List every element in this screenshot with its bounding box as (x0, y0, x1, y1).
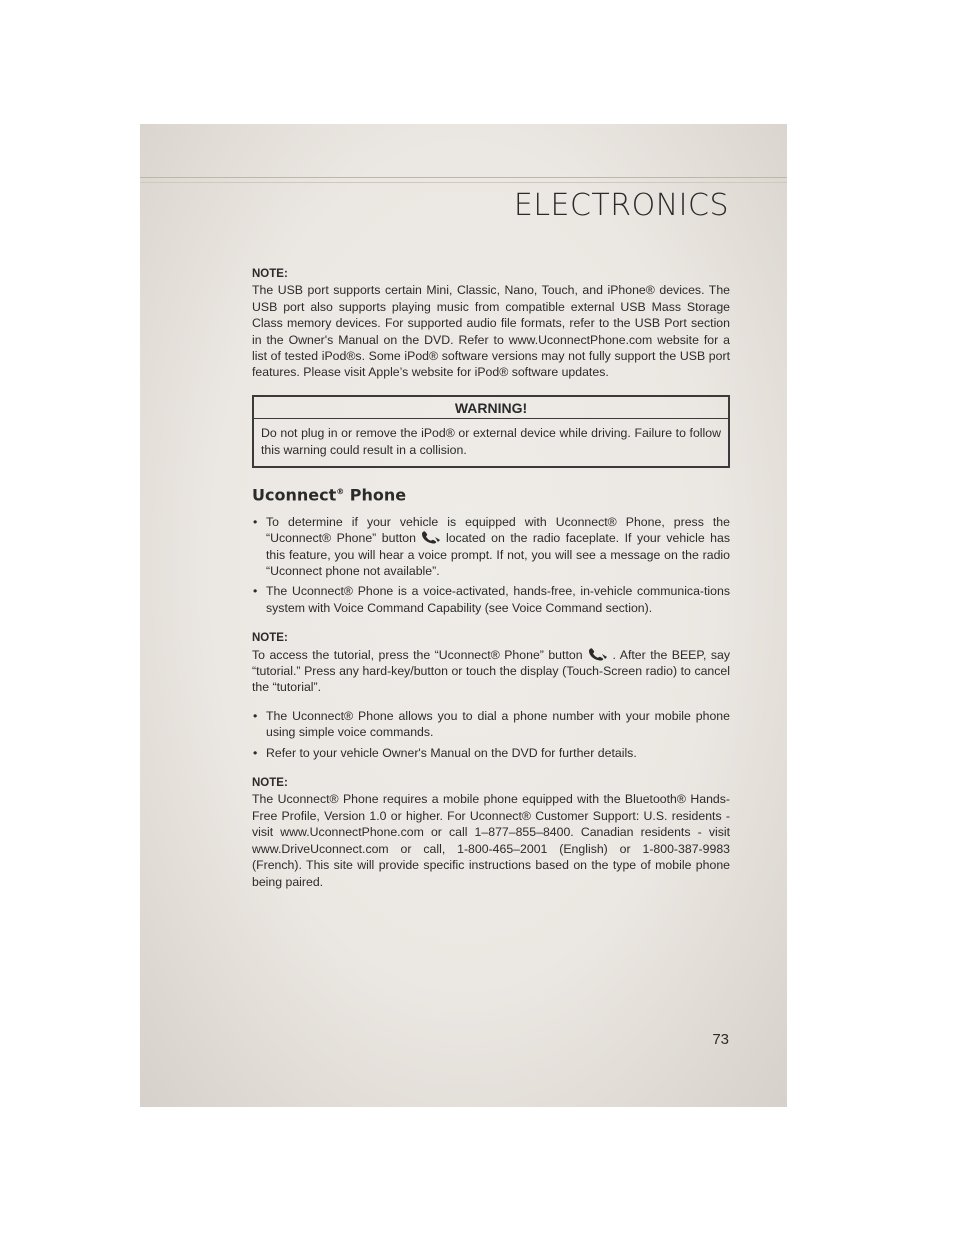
warning-text: Do not plug in or remove the iPod® or external device while driving. Failure to follow this warning could result in a collision. (261, 426, 721, 457)
phone-handset-icon (420, 530, 442, 544)
warning-box (252, 395, 730, 468)
note-text: The USB port supports certain Mini, Classic, Nano, Touch, and iPhone® devices. The USB port also supports playing music from compatible external USB Mass Storage Class memory devices. For supported audio file formats, refer to the USB Port section in the Owner's Manual on the DVD. Refer to www.UconnectPhone.com website for a list of tested iPod®s. Some iPod® software versions may not fully support the USB port features. Please visit Apple’s website for iPod® software updates. (252, 283, 730, 380)
registered-mark: ® (336, 487, 345, 497)
note-text: The Uconnect® Phone requires a mobile phone equipped with the Bluetooth® Hands-Free Profile, Version 1.0 or higher. For Uconnect® Customer Support: U.S. residents - visit www.UconnectPhone.com or call 1–877–855–8400. Canadian residents - visit www.DriveUconnect.com or call, 1-800-465–2001 (English) or 1-800-387-9983 (French). This site will provide specific instructions based on the type of mobile phone being paired. (252, 792, 730, 889)
header-rule (140, 177, 787, 178)
bullet-list (252, 708, 730, 761)
header-rule-secondary (140, 182, 787, 183)
note-label: NOTE: (252, 268, 288, 280)
warning-title: WARNING! (254, 397, 728, 419)
note-label: NOTE: (252, 777, 288, 790)
phone-handset-icon (587, 647, 609, 661)
list-item: • The Uconnect® Phone allows you to dial a phone number with your mobile phone using simple voice commands. (252, 708, 730, 741)
page-number: 73 (712, 1031, 729, 1048)
note-label: NOTE: (252, 632, 288, 645)
list-item: • The Uconnect® Phone is a voice-activated, hands-free, in-vehicle communica-tions system with Voice Command Capability (see Voice Command section). (252, 583, 730, 616)
list-item: • Refer to your vehicle Owner's Manual on the DVD for further details. (252, 745, 730, 761)
section-heading-tail: Phone (344, 485, 407, 505)
bullet-list (252, 514, 730, 616)
section-title: ELECTRONICS (513, 188, 729, 223)
note-text-part: . After the BEEP, say “tutorial.” Press any hard-key/button or touch the display (Touch-Screen radio) to cancel the “tutorial”. (252, 647, 730, 695)
list-item (252, 514, 730, 580)
list-item-text: located on the radio faceplate. If your vehicle has this feature, you will hear a voice prompt. If not, you will see a message on the radio “Uconnect phone not available”. (266, 531, 730, 579)
section-heading (252, 484, 730, 504)
manual-page (140, 124, 787, 1107)
section-heading-main: Uconnect (252, 485, 337, 505)
note-text-part: To access the tutorial, press the “Uconnect® Phone” button (252, 647, 583, 662)
list-item-text: To determine if your vehicle is equipped with Uconnect® Phone, press the “Uconnect® Phone” button (266, 514, 730, 546)
note-text (252, 647, 730, 696)
page-content (252, 266, 730, 890)
